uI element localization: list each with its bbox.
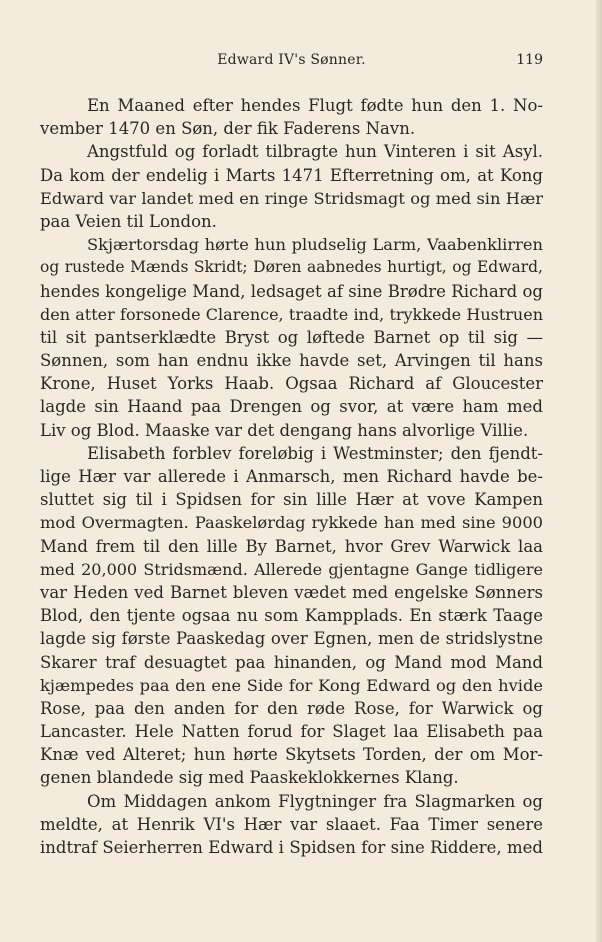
text-line: Knæ ved Alteret; hun hørte Skytsets Torden, der om Mor- [40,745,543,765]
text-line: Krone, Huset Yorks Haab. Ogsaa Richard af Gloucester [40,374,543,394]
text-line: Rose, paa den anden for den røde Rose, for Warwick og [40,698,543,718]
text-line: paa Veien til London. [40,211,217,231]
text-line: til sit pantserklædte Bryst og løftede Barnet op til sig — [40,327,543,347]
text-line: indtraf Seierherren Edward i Spidsen for sine Riddere, med [40,838,543,857]
text-line: Skjærtorsdag hørte hun pludselig Larm, Vaabenklirren [87,235,543,255]
page-number: 119 [516,52,543,68]
running-title: Edward IV's Sønner. [217,52,366,68]
text-line: En Maaned efter hendes Flugt fødte hun den 1. No- [87,96,543,115]
text-line: lagde sin Haand paa Drengen og svor, at være ham med [40,397,543,417]
text-line: lige Hær var allerede i Anmarsch, men Richard havde be- [40,467,543,486]
text-line: meldte, at Henrik VI's Hær var slaaet. Faa Timer senere [40,814,543,834]
text-line: og rustede Mænds Skridt; Døren aabnedes hurtigt, og Edward, [40,258,543,277]
body-text [40,94,543,859]
running-head [40,52,543,72]
text-line: mod Overmagten. Paaskelørdag rykkede han med sine 9000 [40,513,543,533]
text-line: Sønnen, som han endnu ikke havde set, Arvingen til hans [40,351,543,371]
text-line: Blod, den tjente ogsaa nu som Kampplads. En stærk Taage [40,606,543,626]
text-line: Lancaster. Hele Natten forud for Slaget laa Elisabeth paa [40,722,543,742]
text-line: Edward var landet med en ringe Stridsmagt og med sin Hær [40,188,543,208]
text-line: Om Middagen ankom Flygtninger fra Slagmarken og [87,791,543,811]
text-line: Elisabeth forblev foreløbig i Westminster; den fjendt- [87,443,543,463]
text-line: Angstfuld og forladt tilbragte hun Vinteren i sit Asyl. [87,142,543,162]
text-line: vember 1470 en Søn, der fik Faderens Navn. [40,119,416,139]
text-line: Skarer traf desuagtet paa hinanden, og Mand mod Mand [40,652,543,672]
text-line: Liv og Blod. Maaske var det dengang hans alvorlige Villie. [40,420,529,440]
text-line: Da kom der endelig i Marts 1471 Efterretning om, at Kong [40,165,543,185]
text-line: hendes kongelige Mand, ledsaget af sine Brødre Richard og [40,281,543,301]
text-line: genen blandede sig med Paaskeklokkernes Klang. [40,768,459,788]
text-line: kjæmpedes paa den ene Side for Kong Edward og den hvide [40,675,543,695]
page-edge [596,0,602,942]
text-line: med 20,000 Stridsmænd. Allerede gjentagne Gange tidligere [40,559,543,579]
text-line: sluttet sig til i Spidsen for sin lille Hær at vove Kampen [40,490,543,510]
text-line: den atter forsonede Clarence, traadte ind, trykkede Hustruen [40,304,543,324]
text-line: Mand frem til den lille By Barnet, hvor Grev Warwick laa [40,536,543,556]
text-line: lagde sig første Paaskedag over Egnen, men de stridslystne [40,629,543,649]
text-line: var Heden ved Barnet bleven vædet med engelske Sønners [40,582,543,602]
